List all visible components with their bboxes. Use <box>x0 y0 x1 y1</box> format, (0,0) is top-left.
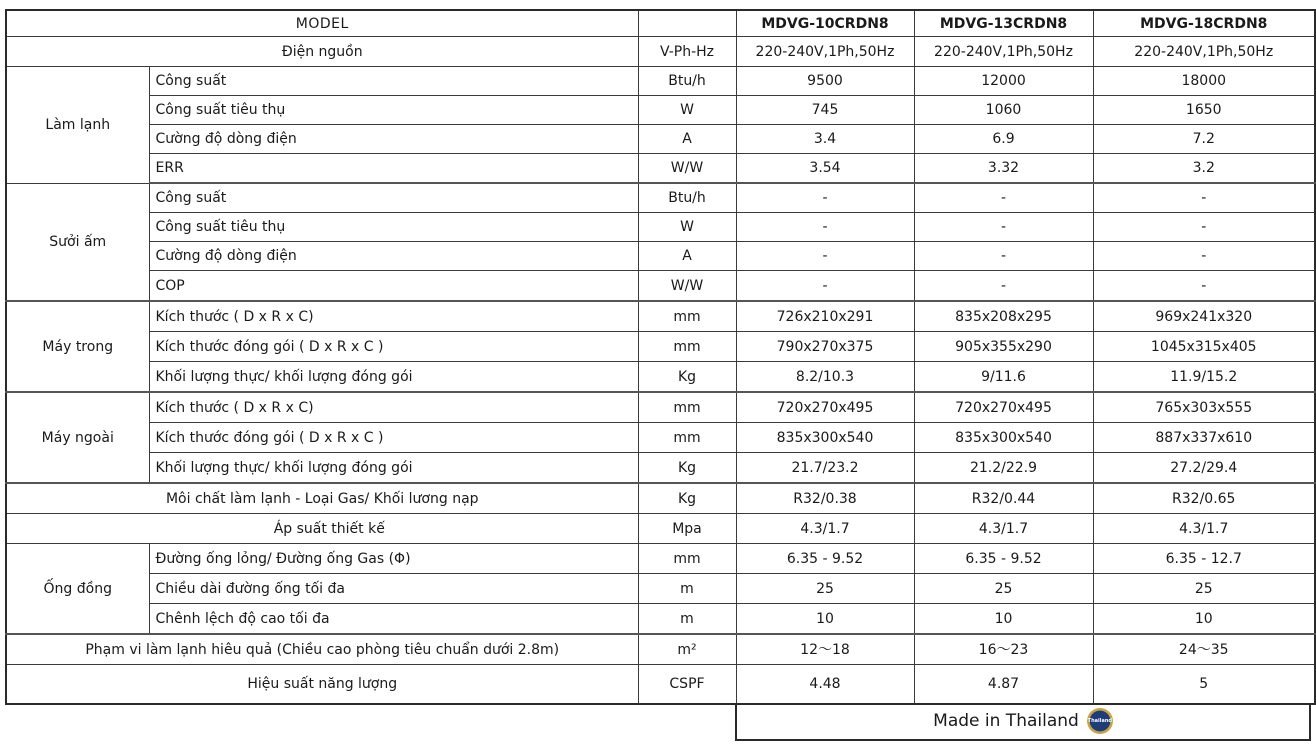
value-2: 4.3/1.7 <box>914 514 1093 544</box>
unit: m <box>638 574 736 604</box>
model-header-row <box>6 10 1315 37</box>
row-label: Kích thước ( D x R x C) <box>149 301 638 332</box>
table-row <box>6 67 1315 96</box>
unit: Kg <box>638 453 736 484</box>
value-1: 25 <box>736 574 914 604</box>
value-1: 21.7/23.2 <box>736 453 914 484</box>
value-2: 4.87 <box>914 665 1093 705</box>
value-1: - <box>736 183 914 213</box>
unit: mm <box>638 301 736 332</box>
coverage-row <box>6 634 1315 665</box>
row-label: Kích thước ( D x R x C) <box>149 392 638 423</box>
unit: CSPF <box>638 665 736 705</box>
value-2: 9/11.6 <box>914 362 1093 393</box>
unit: Mpa <box>638 514 736 544</box>
value-3: 969x241x320 <box>1093 301 1315 332</box>
value-2: 835x208x295 <box>914 301 1093 332</box>
made-in-thailand-badge-icon: Thailand <box>1087 708 1113 734</box>
value-1: - <box>736 242 914 271</box>
unit: Btu/h <box>638 183 736 213</box>
value-2: R32/0.44 <box>914 483 1093 514</box>
value-2: 6.35 - 9.52 <box>914 544 1093 574</box>
group-piping: Ống đồng <box>6 544 149 635</box>
table-row <box>6 544 1315 574</box>
made-in-footer <box>735 703 1311 741</box>
unit: mm <box>638 332 736 362</box>
group-indoor: Máy trong <box>6 301 149 392</box>
value-1: R32/0.38 <box>736 483 914 514</box>
value-2: 25 <box>914 574 1093 604</box>
value-1: 720x270x495 <box>736 392 914 423</box>
table-row <box>6 453 1315 484</box>
table-row <box>6 213 1315 242</box>
value-1: 4.3/1.7 <box>736 514 914 544</box>
value-3: 27.2/29.4 <box>1093 453 1315 484</box>
value-2: 10 <box>914 604 1093 635</box>
unit: W <box>638 213 736 242</box>
row-label: Điện nguồn <box>6 37 638 67</box>
value-3: 11.9/15.2 <box>1093 362 1315 393</box>
value-2: 16～23 <box>914 634 1093 665</box>
table-row <box>6 183 1315 213</box>
table-row <box>6 301 1315 332</box>
row-label: Cường độ dòng điện <box>149 242 638 271</box>
value-2: 6.9 <box>914 125 1093 154</box>
value-3: 1045x315x405 <box>1093 332 1315 362</box>
value-1: 12～18 <box>736 634 914 665</box>
value-2: 905x355x290 <box>914 332 1093 362</box>
value-3: - <box>1093 242 1315 271</box>
unit: mm <box>638 544 736 574</box>
value-1: 3.54 <box>736 154 914 184</box>
value-1: 745 <box>736 96 914 125</box>
power-row <box>6 37 1315 67</box>
value-1: 835x300x540 <box>736 423 914 453</box>
group-heating: Sưởi ấm <box>6 183 149 301</box>
made-in-text: Made in Thailand <box>933 711 1079 731</box>
value-2: 1060 <box>914 96 1093 125</box>
value-1: 3.4 <box>736 125 914 154</box>
value-3: 1650 <box>1093 96 1315 125</box>
row-label: Hiệu suất năng lượng <box>6 665 638 705</box>
row-label: Môi chất làm lạnh - Loại Gas/ Khối lương nạp <box>6 483 638 514</box>
row-label: Công suất tiêu thụ <box>149 96 638 125</box>
value-1: 790x270x375 <box>736 332 914 362</box>
value-1: 4.48 <box>736 665 914 705</box>
refrigerant-row <box>6 483 1315 514</box>
table-row <box>6 332 1315 362</box>
row-label: Kích thước đóng gói ( D x R x C ) <box>149 332 638 362</box>
value-2: - <box>914 242 1093 271</box>
model-label: MODEL <box>6 10 638 37</box>
value-3: 10 <box>1093 604 1315 635</box>
value-3: - <box>1093 183 1315 213</box>
unit: A <box>638 125 736 154</box>
table-row <box>6 604 1315 635</box>
unit: Btu/h <box>638 67 736 96</box>
row-label: Áp suất thiết kế <box>6 514 638 544</box>
spec-table <box>5 9 1316 705</box>
value-3: - <box>1093 213 1315 242</box>
value-3: 5 <box>1093 665 1315 705</box>
table-row <box>6 392 1315 423</box>
value-1: - <box>736 213 914 242</box>
unit: mm <box>638 423 736 453</box>
group-cooling: Làm lạnh <box>6 67 149 184</box>
row-label: Đường ống lỏng/ Đường ống Gas (Φ) <box>149 544 638 574</box>
value-3: 3.2 <box>1093 154 1315 184</box>
value-1: 726x210x291 <box>736 301 914 332</box>
value-3: 7.2 <box>1093 125 1315 154</box>
pressure-row <box>6 514 1315 544</box>
row-label: Chênh lệch độ cao tối đa <box>149 604 638 635</box>
value-3: 220-240V,1Ph,50Hz <box>1093 37 1315 67</box>
row-label: ERR <box>149 154 638 184</box>
unit: mm <box>638 392 736 423</box>
value-1: 10 <box>736 604 914 635</box>
unit: Kg <box>638 483 736 514</box>
value-3: 25 <box>1093 574 1315 604</box>
row-label: Công suất <box>149 183 638 213</box>
row-label: Phạm vi làm lạnh hiêu quả (Chiều cao phòng tiêu chuẩn dưới 2.8m) <box>6 634 638 665</box>
table-row <box>6 362 1315 393</box>
value-2: 12000 <box>914 67 1093 96</box>
unit: m <box>638 604 736 635</box>
unit-header <box>638 10 736 37</box>
value-3: 6.35 - 12.7 <box>1093 544 1315 574</box>
value-3: 24～35 <box>1093 634 1315 665</box>
value-2: 835x300x540 <box>914 423 1093 453</box>
table-row <box>6 423 1315 453</box>
row-label: COP <box>149 271 638 302</box>
value-2: - <box>914 271 1093 302</box>
model-1: MDVG-10CRDN8 <box>736 10 914 37</box>
value-3: 765x303x555 <box>1093 392 1315 423</box>
value-3: 887x337x610 <box>1093 423 1315 453</box>
value-3: - <box>1093 271 1315 302</box>
value-3: R32/0.65 <box>1093 483 1315 514</box>
value-3: 4.3/1.7 <box>1093 514 1315 544</box>
row-label: Kích thước đóng gói ( D x R x C ) <box>149 423 638 453</box>
table-row <box>6 271 1315 302</box>
unit: W/W <box>638 154 736 184</box>
unit: W/W <box>638 271 736 302</box>
unit: A <box>638 242 736 271</box>
value-2: - <box>914 183 1093 213</box>
value-3: 18000 <box>1093 67 1315 96</box>
unit: V-Ph-Hz <box>638 37 736 67</box>
value-1: 220-240V,1Ph,50Hz <box>736 37 914 67</box>
unit: Kg <box>638 362 736 393</box>
model-2: MDVG-13CRDN8 <box>914 10 1093 37</box>
unit: W <box>638 96 736 125</box>
value-1: 9500 <box>736 67 914 96</box>
row-label: Khối lượng thực/ khối lượng đóng gói <box>149 453 638 484</box>
row-label: Công suất tiêu thụ <box>149 213 638 242</box>
table-row <box>6 125 1315 154</box>
unit: m² <box>638 634 736 665</box>
value-2: 720x270x495 <box>914 392 1093 423</box>
model-3: MDVG-18CRDN8 <box>1093 10 1315 37</box>
value-2: 3.32 <box>914 154 1093 184</box>
table-row <box>6 242 1315 271</box>
row-label: Khối lượng thực/ khối lượng đóng gói <box>149 362 638 393</box>
row-label: Công suất <box>149 67 638 96</box>
value-1: 8.2/10.3 <box>736 362 914 393</box>
group-outdoor: Máy ngoài <box>6 392 149 483</box>
efficiency-row <box>6 665 1315 705</box>
value-2: 220-240V,1Ph,50Hz <box>914 37 1093 67</box>
row-label: Chiều dài đường ống tối đa <box>149 574 638 604</box>
value-2: 21.2/22.9 <box>914 453 1093 484</box>
row-label: Cường độ dòng điện <box>149 125 638 154</box>
table-row <box>6 574 1315 604</box>
table-row <box>6 154 1315 184</box>
value-1: 6.35 - 9.52 <box>736 544 914 574</box>
value-2: - <box>914 213 1093 242</box>
table-row <box>6 96 1315 125</box>
value-1: - <box>736 271 914 302</box>
